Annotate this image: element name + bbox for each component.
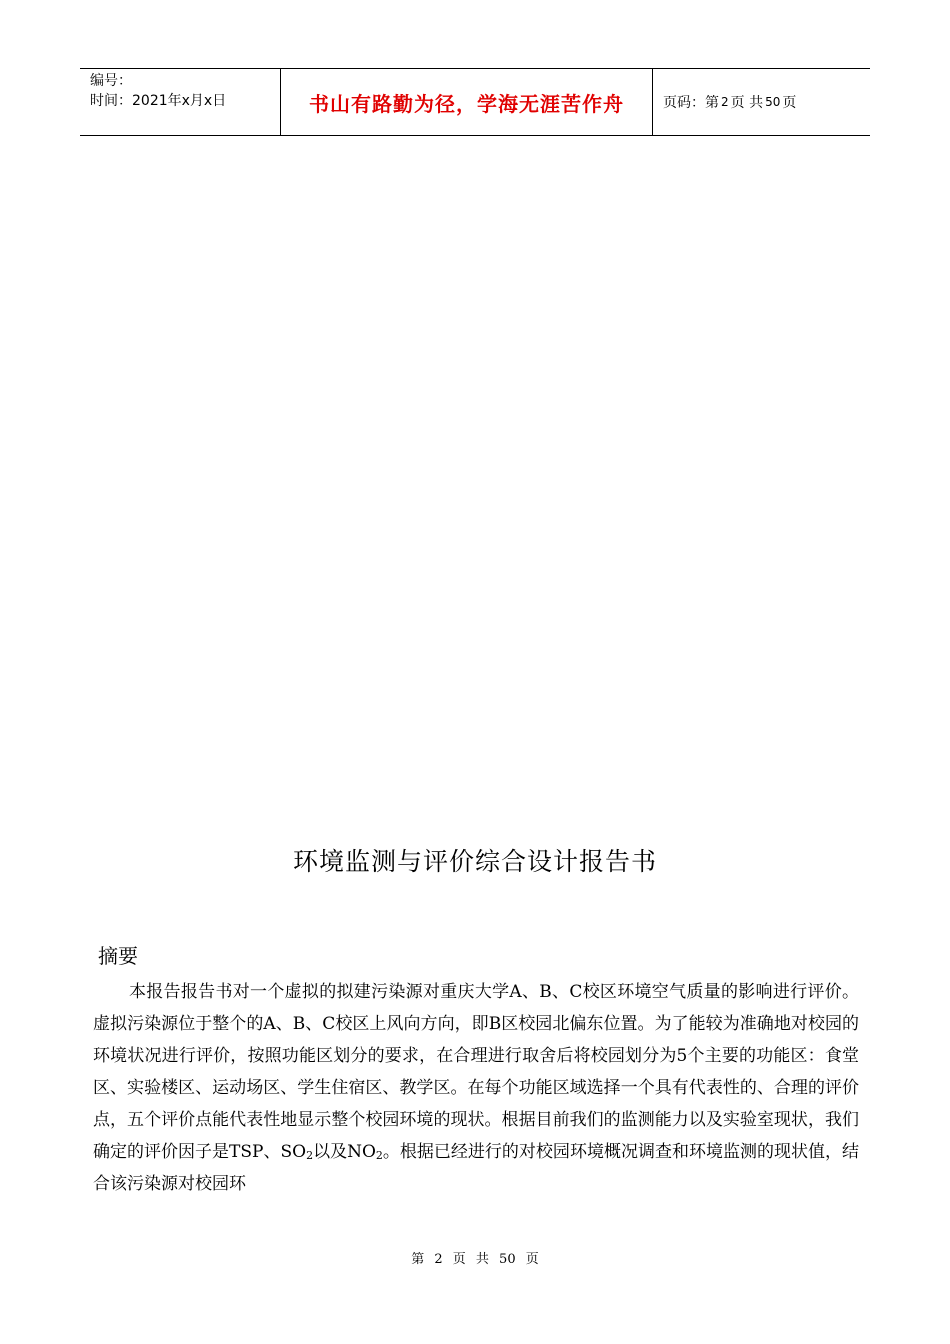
abstract-subscript-2: 2 [375, 1149, 383, 1162]
page-footer: 第 2 页 共 50 页 [411, 1252, 539, 1267]
document-number-label: 编号： [90, 73, 132, 89]
abstract-paragraph [93, 976, 859, 1200]
page-total: 50 [765, 95, 781, 109]
abstract-heading: 摘要 [98, 944, 138, 968]
header-meta-cell [80, 69, 281, 135]
abstract-text-part-2: 以及NO [313, 1142, 376, 1162]
header-motto: 书山有路勤为径，学海无涯苦作舟 [309, 91, 624, 116]
page-prefix: 页码：第 [663, 95, 719, 111]
abstract-subscript-1: 2 [306, 1149, 314, 1162]
page-mid: 页 共 [730, 95, 764, 111]
document-time-label: 时间：2021年x月x日 [90, 93, 227, 109]
header-page-cell [653, 69, 870, 135]
page-current: 2 [721, 95, 729, 109]
page-suffix: 页 [782, 95, 797, 111]
header-motto-cell [281, 69, 653, 135]
page-header [80, 68, 870, 136]
abstract-text-part-1: 本报告报告书对一个虚拟的拟建污染源对重庆大学A、B、C校区环境空气质量的影响进行评价。虚拟污染源位于整个的A、B、C校区上风向方向，即B区校园北偏东位置。为了能较为准确地对校园的环境状况进行评价，按照功能区划分的要求，在合理进行取舍后将校园划分为5个主要的功能区：食堂区、实验楼区、运动场区、学生住宿区、教学区。在每个功能区域选择一个具有代表性的、合理的评价点，五个评价点能代表性地显示整个校园环境的现状。根据目前我们的监测能力以及实验室现状，我们确定的评价因子是TSP、SO [93, 982, 859, 1162]
abstract-text-part-3: 。根据已经进行的对校园环境概况调查和环境监测的现状值，结合该污染源对校园环 [93, 1142, 860, 1194]
document-title: 环境监测与评价综合设计报告书 [292, 847, 657, 876]
